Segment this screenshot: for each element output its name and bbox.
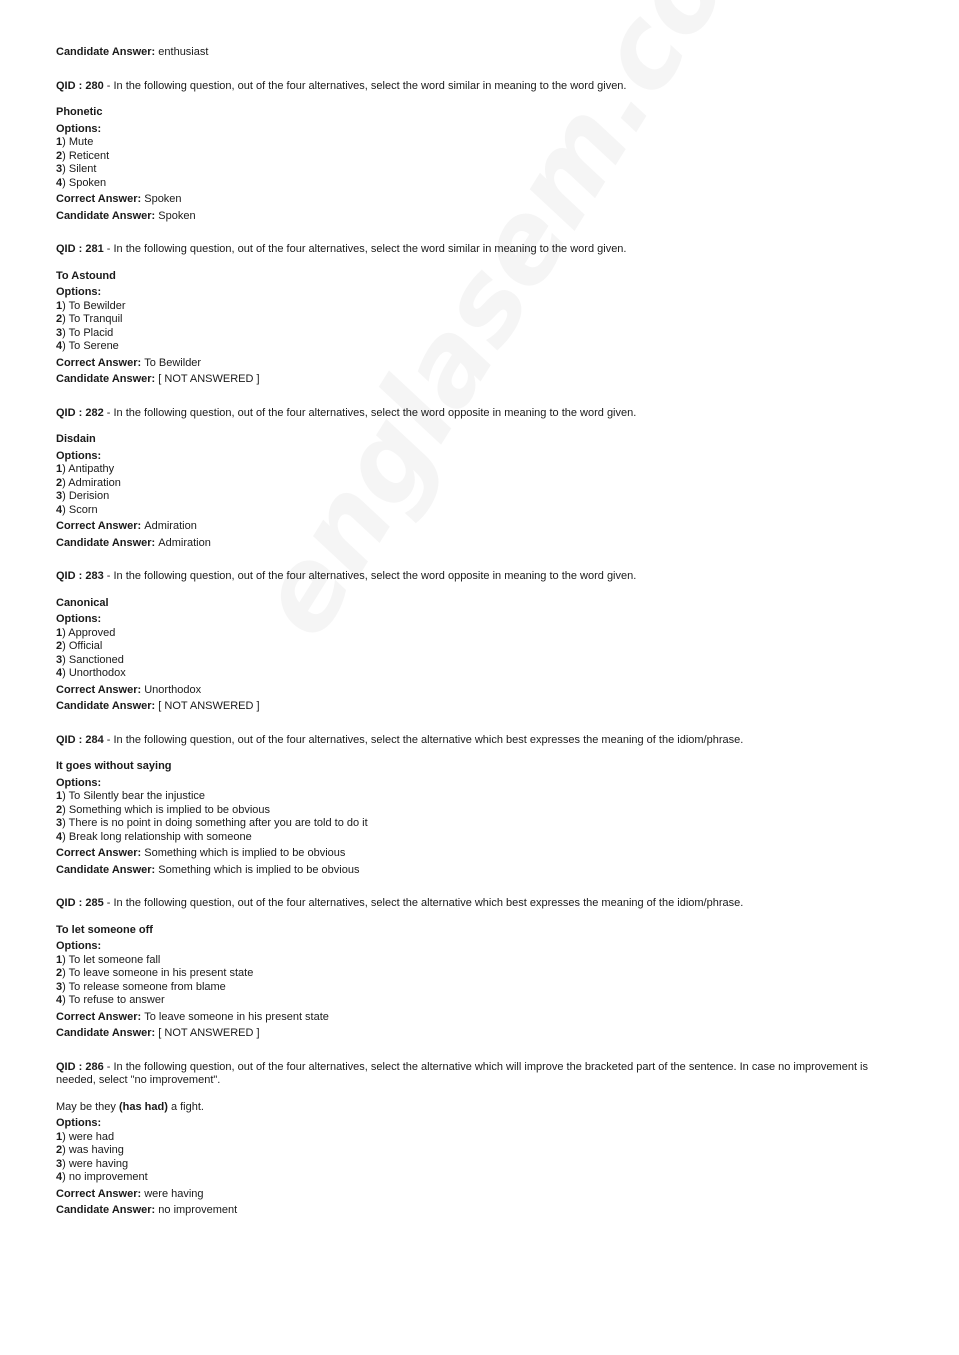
options-heading: Options:: [56, 122, 102, 135]
options-heading: Options:: [56, 449, 102, 462]
option-2: 2) Official: [56, 640, 103, 652]
question-281: [56, 243, 906, 387]
options-heading: Options:: [56, 613, 102, 625]
option-1: 1) were had: [56, 1130, 115, 1143]
option-3: 3) There is no point in doing something after you are told to do it: [56, 817, 368, 829]
question-header: QID : 281 - In the following question, out of the four alternatives, select the word similar in meaning to the word given.: [56, 243, 627, 255]
question-286: [56, 1061, 906, 1218]
candidate-answer: Candidate Answer: no improvement: [56, 1204, 238, 1216]
question-header: QID : 280 - In the following question, out of the four alternatives, select the word similar in meaning to the word given.: [56, 79, 627, 92]
option-4: 4) Scorn: [56, 503, 98, 516]
question-stem: May be they (has had) a fight.: [56, 1100, 204, 1113]
option-3: 3) Derision: [56, 490, 110, 502]
question-stem: Canonical: [56, 596, 109, 609]
top-candidate-answer: Candidate Answer: enthusiast: [56, 46, 209, 58]
option-2: 2) To Tranquil: [56, 313, 123, 325]
question-header: QID : 284 - In the following question, out of the four alternatives, select the alternative which best expresses the meaning of the idiom/phrase.: [56, 733, 744, 746]
option-1: 1) Antipathy: [56, 463, 115, 475]
correct-answer: Correct Answer: Admiration: [56, 520, 197, 532]
options-heading: Options:: [56, 776, 102, 789]
question-stem: It goes without saying: [56, 760, 172, 772]
question-stem: To let someone off: [56, 923, 153, 936]
candidate-answer: Candidate Answer: Spoken: [56, 209, 196, 222]
question-284: [56, 734, 906, 878]
question-header: QID : 282 - In the following question, out of the four alternatives, select the word opposite in meaning to the word given.: [56, 406, 637, 419]
option-3: 3) Silent: [56, 163, 97, 175]
answer-sheet: [56, 46, 906, 1218]
correct-answer: Correct Answer: To Bewilder: [56, 356, 202, 369]
option-2: 2) Admiration: [56, 476, 121, 489]
option-1: 1) Mute: [56, 136, 94, 148]
correct-answer: Correct Answer: were having: [56, 1187, 204, 1200]
candidate-answer: Candidate Answer: [ NOT ANSWERED ]: [56, 1027, 260, 1039]
correct-answer: Correct Answer: To leave someone in his present state: [56, 1010, 329, 1023]
question-282: [56, 407, 906, 551]
option-4: 4) To refuse to answer: [56, 994, 165, 1006]
question-stem: To Astound: [56, 269, 116, 282]
question-stem: Disdain: [56, 433, 96, 445]
option-3: 3) To release someone from blame: [56, 980, 226, 993]
question-stem: Phonetic: [56, 106, 103, 118]
question-header: QID : 283 - In the following question, out of the four alternatives, select the word opposite in meaning to the word given.: [56, 570, 637, 582]
option-1: 1) To Bewilder: [56, 299, 126, 312]
option-3: 3) To Placid: [56, 326, 114, 339]
option-2: 2) Reticent: [56, 149, 110, 162]
option-3: 3) Sanctioned: [56, 653, 124, 666]
candidate-answer: Candidate Answer: [ NOT ANSWERED ]: [56, 700, 260, 712]
candidate-answer: Candidate Answer: Admiration: [56, 536, 211, 549]
option-2: 2) Something which is implied to be obvious: [56, 803, 271, 816]
option-4: 4) Unorthodox: [56, 667, 126, 679]
option-4: 4) Break long relationship with someone: [56, 830, 252, 843]
option-2: 2) To leave someone in his present state: [56, 967, 254, 979]
options-heading: Options:: [56, 1117, 102, 1129]
correct-answer: Correct Answer: Spoken: [56, 193, 182, 205]
question-283: [56, 570, 906, 714]
question-header: QID : 286 - In the following question, out of the four alternatives, select the alternative which will improve the bracketed part of the sentence. In case no improvement is needed, select "no improvement".: [56, 1060, 872, 1086]
option-2: 2) was having: [56, 1144, 124, 1156]
correct-answer: Correct Answer: Something which is implied to be obvious: [56, 847, 346, 859]
candidate-answer: Candidate Answer: [ NOT ANSWERED ]: [56, 373, 260, 385]
options-heading: Options:: [56, 940, 102, 952]
option-1: 1) Approved: [56, 626, 116, 639]
question-285: [56, 897, 906, 1041]
correct-answer: Correct Answer: Unorthodox: [56, 683, 202, 696]
candidate-answer: Candidate Answer: Something which is implied to be obvious: [56, 863, 360, 876]
option-4: 4) no improvement: [56, 1171, 148, 1183]
option-4: 4) To Serene: [56, 340, 119, 352]
option-1: 1) To Silently bear the injustice: [56, 790, 206, 802]
option-1: 1) To let someone fall: [56, 953, 161, 966]
option-3: 3) were having: [56, 1157, 129, 1170]
options-heading: Options:: [56, 286, 102, 298]
question-header: QID : 285 - In the following question, out of the four alternatives, select the alternative which best expresses the meaning of the idiom/phrase.: [56, 897, 744, 909]
question-280: [56, 80, 906, 224]
option-4: 4) Spoken: [56, 176, 107, 189]
